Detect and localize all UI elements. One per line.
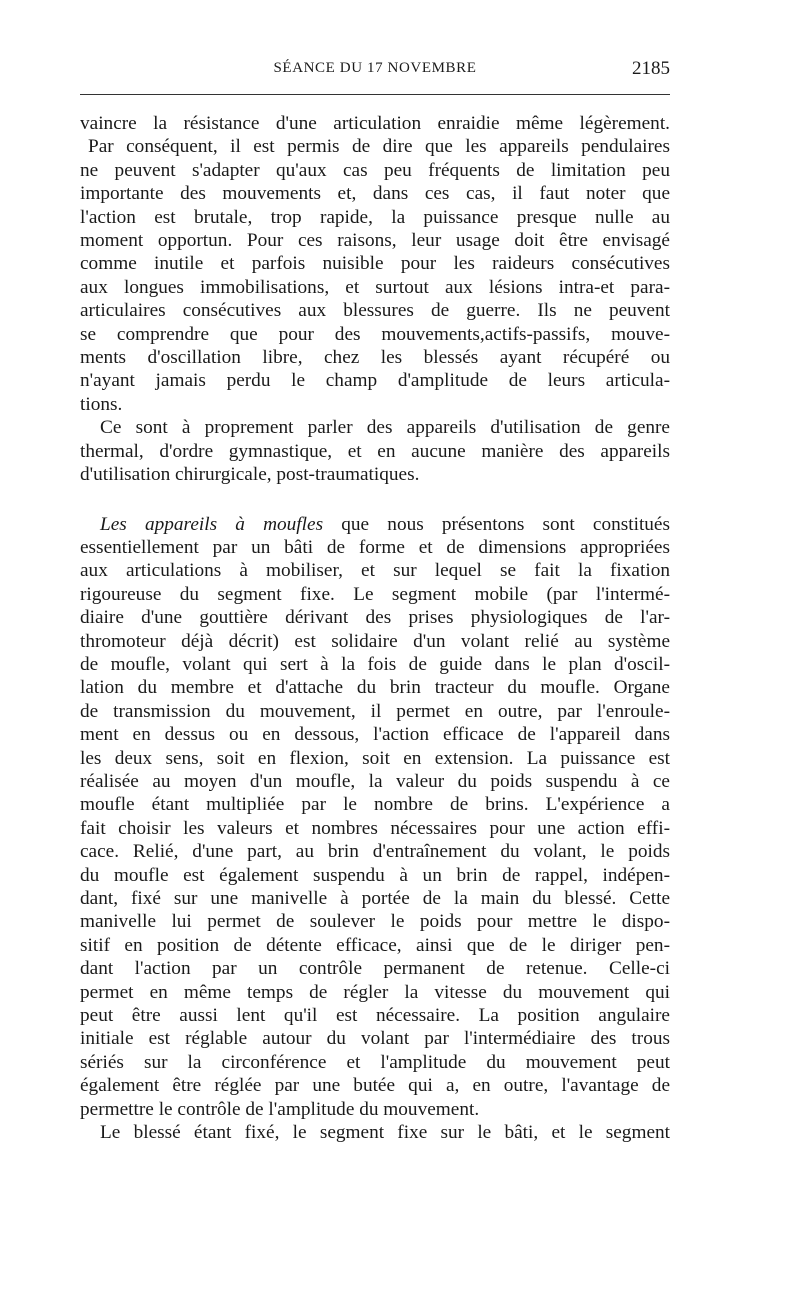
text-line: n'ayant jamais perdu le champ d'amplitude de leurs articula- — [80, 370, 670, 392]
text-line: aux longues immobilisations, et surtout aux lésions intra-et para- — [80, 276, 670, 298]
body-text — [80, 112, 670, 1144]
text-line: l'action est brutale, trop rapide, la puissance presque nulle au — [80, 206, 670, 228]
header-rule — [80, 94, 670, 95]
text-line: sitif en position de détente efficace, ainsi que de le diriger pen- — [80, 934, 670, 956]
text-line: dant l'action par un contrôle permanent de retenue. Celle-ci — [80, 958, 670, 980]
text-line: également être réglée par une butée qui a, en outre, l'avantage de — [80, 1075, 670, 1097]
text-line: aux articulations à mobiliser, et sur lequel se fait la fixation — [80, 560, 670, 582]
text-line: de moufle, volant qui sert à la fois de guide dans le plan d'oscil- — [80, 653, 670, 675]
text-line: sériés sur la circonférence et l'amplitude du mouvement peut — [80, 1051, 670, 1073]
text-line: rigoureuse du segment fixe. Le segment mobile (par l'intermé- — [80, 583, 670, 605]
running-header — [80, 58, 670, 82]
text-line: ne peuvent s'adapter qu'aux cas peu fréquents de limitation peu — [80, 159, 670, 181]
text-line: d'utilisation chirurgicale, post-traumatiques. — [80, 464, 420, 486]
text-line: moufle étant multipliée par le nombre de brins. L'expérience a — [80, 794, 670, 816]
text-line: manivelle lui permet de soulever le poids pour mettre le dispo- — [80, 911, 670, 933]
text-line: fait choisir les valeurs et nombres nécessaires pour une action effi- — [80, 817, 670, 839]
text-line: thermal, d'ordre gymnastique, et en aucune manière des appareils — [80, 440, 670, 462]
text-span: que nous présentons sont constitués — [323, 513, 670, 535]
text-line — [80, 513, 670, 536]
text-line: se comprendre que pour des mouvements,actifs-passifs, mouve- — [80, 323, 670, 345]
text-line: thromoteur déjà décrit) est solidaire d'un volant relié au système — [80, 630, 670, 652]
text-line: vaincre la résistance d'une articulation enraidie même légèrement. — [80, 113, 670, 134]
text-line: Le blessé étant fixé, le segment fixe sur le bâti, et le segment — [100, 1122, 670, 1144]
text-line: Ce sont à proprement parler des appareils d'utilisation de genre — [100, 417, 670, 439]
text-line: dant, fixé sur une manivelle à portée de la main du blessé. Cette — [80, 888, 670, 909]
text-line: ment en dessus ou en dessous, l'action efficace de l'appareil dans — [80, 724, 670, 746]
text-line: permet en même temps de régler la vitesse du mouvement qui — [80, 981, 670, 1003]
text-line: réalisée au moyen d'un moufle, la valeur du poids suspendu à ce — [80, 770, 670, 792]
text-line: comme inutile et parfois nuisible pour les raideurs consécutives — [80, 253, 670, 275]
text-line: diaire d'une gouttière dérivant des prises physiologiques de l'ar- — [80, 607, 670, 629]
text-line: permettre le contrôle de l'amplitude du mouvement. — [80, 1098, 480, 1120]
text-line: du moufle est également suspendu à un brin de rappel, indépen- — [80, 864, 670, 886]
paragraph-4 — [80, 1121, 670, 1144]
text-line: les deux sens, soit en flexion, soit en extension. La puissance est — [80, 747, 670, 769]
text-line: tions. — [80, 393, 123, 415]
paragraph-2 — [80, 416, 670, 486]
text-line: de transmission du mouvement, il permet en outre, par l'enroule- — [80, 700, 670, 722]
text-line: Par conséquent, il est permis de dire que les appareils pendulaires — [88, 136, 670, 158]
text-line: lation du membre et d'attache du brin tracteur du moufle. Organe — [80, 677, 670, 699]
text-line: importante des mouvements et, dans ces cas, il faut noter que — [80, 183, 670, 205]
text-line: moment opportun. Pour ces raisons, leur usage doit être envisagé — [80, 230, 670, 252]
paragraph-3 — [80, 513, 670, 1122]
text-line: articulaires consécutives aux blessures de guerre. Ils ne peuvent — [80, 300, 670, 322]
text-line: peut être aussi lent qu'il est nécessaire. La position angulaire — [80, 1005, 670, 1027]
text-line: cace. Relié, d'une part, au brin d'entraînement du volant, le poids — [80, 841, 670, 863]
text-line: essentiellement par un bâti de forme et de dimensions appropriées — [80, 536, 670, 558]
text-line: ments d'oscillation libre, chez les blessés ayant récupéré ou — [80, 347, 670, 369]
paragraph-gap — [80, 487, 670, 513]
running-title: SÉANCE DU 17 NOVEMBRE — [273, 60, 477, 76]
text-line: initiale est réglable autour du volant par l'intermédiaire des trous — [80, 1028, 670, 1050]
italic-phrase: Les appareils à moufles — [100, 513, 324, 535]
page-number: 2185 — [632, 58, 670, 79]
paragraph-1 — [80, 112, 670, 416]
